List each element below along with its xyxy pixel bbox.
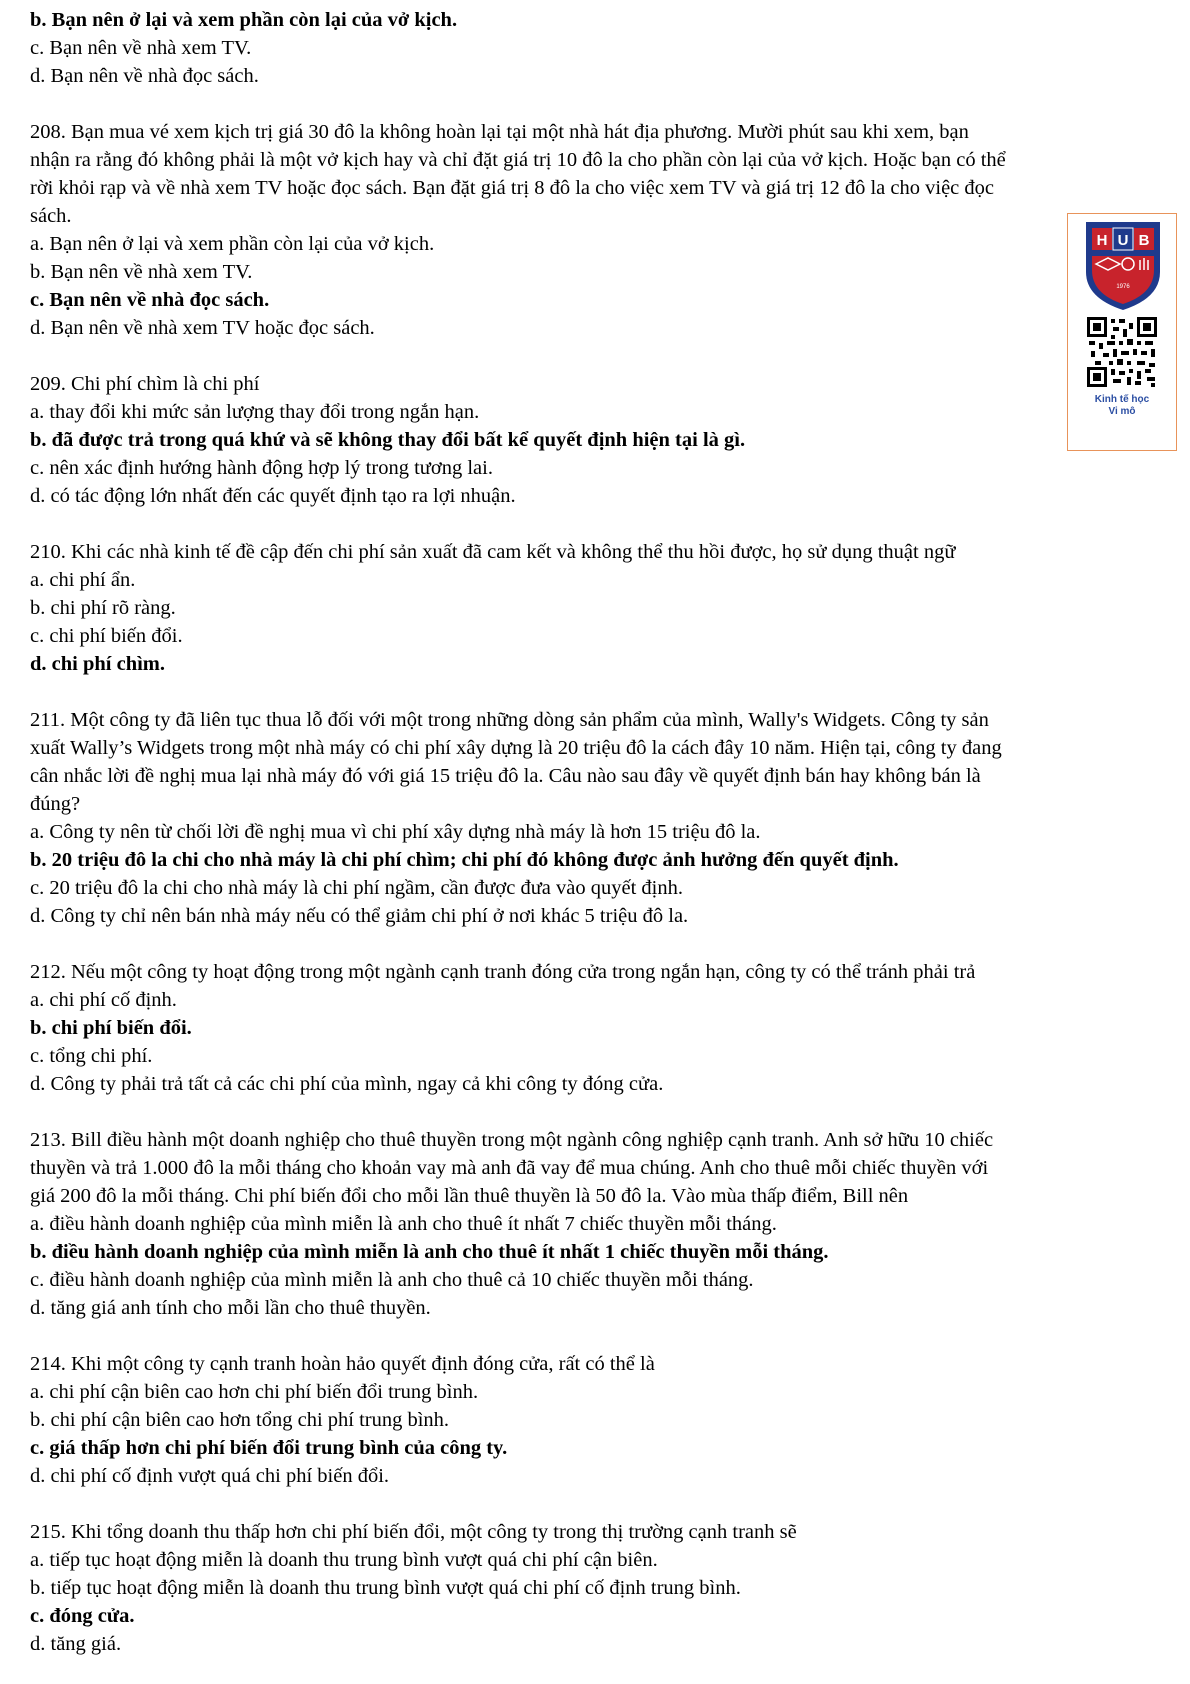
text-line: giá 200 đô la mỗi tháng. Chi phí biến đổi cho mỗi lần thuê thuyền là 50 đô la. Vào mùa thấp điểm, Bill nên	[30, 1185, 909, 1207]
text-line: c. điều hành doanh nghiệp của mình miễn là anh cho thuê cả 10 chiếc thuyền mỗi tháng.	[30, 1269, 754, 1291]
answer-line-correct: b. đã được trả trong quá khứ và sẽ không thay đổi bất kể quyết định hiện tại là gì.	[30, 429, 746, 451]
text-line: 208. Bạn mua vé xem kịch trị giá 30 đô la không hoàn lại tại một nhà hát địa phương. Mười phút sau khi xem, bạn	[30, 121, 969, 143]
text-line: d. Bạn nên về nhà đọc sách.	[30, 65, 259, 87]
text-line: 209. Chi phí chìm là chi phí	[30, 373, 260, 395]
text-line: 213. Bill điều hành một doanh nghiệp cho thuê thuyền trong một ngành công nghiệp cạnh tranh. Anh sở hữu 10 chiếc	[30, 1129, 994, 1151]
answer-line-correct: c. giá thấp hơn chi phí biến đổi trung bình của công ty.	[30, 1437, 508, 1459]
logo-letter-u: U	[1117, 232, 1129, 249]
paragraph-gap	[30, 1490, 1180, 1518]
text-line: 211. Một công ty đã liên tục thua lỗ đối với một trong những dòng sản phẩm của mình, Wally's Widgets. Công ty sản	[30, 709, 989, 731]
answer-line-correct: c. đóng cửa.	[30, 1605, 135, 1627]
paragraph-gap	[30, 342, 1180, 370]
answer-line-correct: b. điều hành doanh nghiệp của mình miễn là anh cho thuê ít nhất 1 chiếc thuyền mỗi tháng.	[30, 1241, 829, 1263]
document-body	[30, 6, 1180, 1658]
text-line: 215. Khi tổng doanh thu thấp hơn chi phí biến đổi, một công ty trong thị trường cạnh tranh sẽ	[30, 1521, 797, 1543]
text-line: b. chi phí cận biên cao hơn tổng chi phí trung bình.	[30, 1409, 450, 1431]
text-line: a. chi phí ẩn.	[30, 569, 136, 591]
text-line: a. thay đổi khi mức sản lượng thay đổi trong ngắn hạn.	[30, 401, 480, 423]
text-line: nhận ra rằng đó không phải là một vở kịch hay và chỉ đặt giá trị 10 đô la cho phần còn lại của vở kịch. Hoặc bạn có thể	[30, 149, 1006, 171]
text-line: a. tiếp tục hoạt động miễn là doanh thu trung bình vượt quá chi phí cận biên.	[30, 1549, 658, 1571]
text-line: 214. Khi một công ty cạnh tranh hoàn hảo quyết định đóng cửa, rất có thể là	[30, 1353, 655, 1375]
text-line: d. có tác động lớn nhất đến các quyết định tạo ra lợi nhuận.	[30, 485, 516, 507]
logo-year: 1976	[1116, 284, 1130, 290]
paragraph-gap	[30, 930, 1180, 958]
paragraph-gap	[30, 1322, 1180, 1350]
text-line: d. Công ty phải trả tất cả các chi phí của mình, ngay cả khi công ty đóng cửa.	[30, 1073, 664, 1095]
answer-line-correct: c. Bạn nên về nhà đọc sách.	[30, 289, 270, 311]
text-line: c. tổng chi phí.	[30, 1045, 153, 1067]
text-line: d. tăng giá.	[30, 1633, 122, 1655]
text-line: a. điều hành doanh nghiệp của mình miễn là anh cho thuê ít nhất 7 chiếc thuyền mỗi tháng.	[30, 1213, 777, 1235]
text-line: b. tiếp tục hoạt động miễn là doanh thu trung bình vượt quá chi phí cố định trung bình.	[30, 1577, 741, 1599]
text-line: c. nên xác định hướng hành động hợp lý trong tương lai.	[30, 457, 493, 479]
text-line: 212. Nếu một công ty hoạt động trong một ngành cạnh tranh đóng cửa trong ngắn hạn, công ty có thể tránh phải trả	[30, 961, 976, 983]
paragraph-gap	[30, 90, 1180, 118]
answer-line-correct: b. 20 triệu đô la chi cho nhà máy là chi phí chìm; chi phí đó không được ảnh hưởng đến quyết định.	[30, 849, 899, 871]
text-line: b. chi phí rõ ràng.	[30, 597, 176, 619]
text-line: d. Công ty chỉ nên bán nhà máy nếu có thể giảm chi phí ở nơi khác 5 triệu đô la.	[30, 905, 689, 927]
text-line: a. Bạn nên ở lại và xem phần còn lại của vở kịch.	[30, 233, 435, 255]
paragraph-gap	[30, 510, 1180, 538]
text-line: c. Bạn nên về nhà xem TV.	[30, 37, 252, 59]
answer-line-correct: b. chi phí biến đổi.	[30, 1017, 192, 1039]
paragraph-gap	[30, 678, 1180, 706]
qr-code-icon	[1087, 317, 1157, 387]
logo-letter-b: B	[1138, 232, 1150, 249]
text-line: c. 20 triệu đô la chi cho nhà máy là chi phí ngầm, cần được đưa vào quyết định.	[30, 877, 683, 899]
answer-line-correct: b. Bạn nên ở lại và xem phần còn lại của vở kịch.	[30, 9, 458, 31]
text-line: c. chi phí biến đổi.	[30, 625, 183, 647]
logo-caption-line1: Kinh tế học	[1094, 394, 1150, 405]
answer-line-correct: d. chi phí chìm.	[30, 653, 165, 675]
text-line: b. Bạn nên về nhà xem TV.	[30, 261, 253, 283]
text-line: xuất Wally’s Widgets trong một nhà máy có chi phí xây dựng là 20 triệu đô la cách đây 10 năm. Hiện tại, công ty đang	[30, 737, 1002, 759]
text-line: a. chi phí cận biên cao hơn chi phí biến đổi trung bình.	[30, 1381, 479, 1403]
logo-letter-h: H	[1096, 232, 1108, 249]
text-line: cân nhắc lời đề nghị mua lại nhà máy đó với giá 15 triệu đô la. Câu nào sau đây về quyết định bán hay không bán là	[30, 765, 981, 787]
text-line: d. tăng giá anh tính cho mỗi lần cho thuê thuyền.	[30, 1297, 431, 1319]
logo-caption-line2: Vi mô	[1108, 406, 1136, 417]
text-line: rời khỏi rạp và về nhà xem TV hoặc đọc sách. Bạn đặt giá trị 8 đô la cho việc xem TV và giá trị 12 đô la cho việc đọc	[30, 177, 995, 199]
paragraph-gap	[30, 1098, 1180, 1126]
text-line: sách.	[30, 205, 72, 227]
text-line: d. Bạn nên về nhà xem TV hoặc đọc sách.	[30, 317, 375, 339]
hub-logo-card	[1067, 213, 1177, 451]
text-line: đúng?	[30, 793, 81, 815]
text-line: a. chi phí cố định.	[30, 989, 177, 1011]
text-line: d. chi phí cố định vượt quá chi phí biến đổi.	[30, 1465, 390, 1487]
text-line: 210. Khi các nhà kinh tế đề cập đến chi phí sản xuất đã cam kết và không thể thu hồi được, họ sử dụng thuật ngữ	[30, 541, 956, 563]
text-line: a. Công ty nên từ chối lời đề nghị mua vì chi phí xây dựng nhà máy là hơn 15 triệu đô la.	[30, 821, 761, 843]
hub-shield-icon	[1068, 214, 1178, 314]
text-line: thuyền và trả 1.000 đô la mỗi tháng cho khoản vay mà anh đã vay để mua chúng. Anh cho thuê mỗi chiếc thuyền với	[30, 1157, 989, 1179]
